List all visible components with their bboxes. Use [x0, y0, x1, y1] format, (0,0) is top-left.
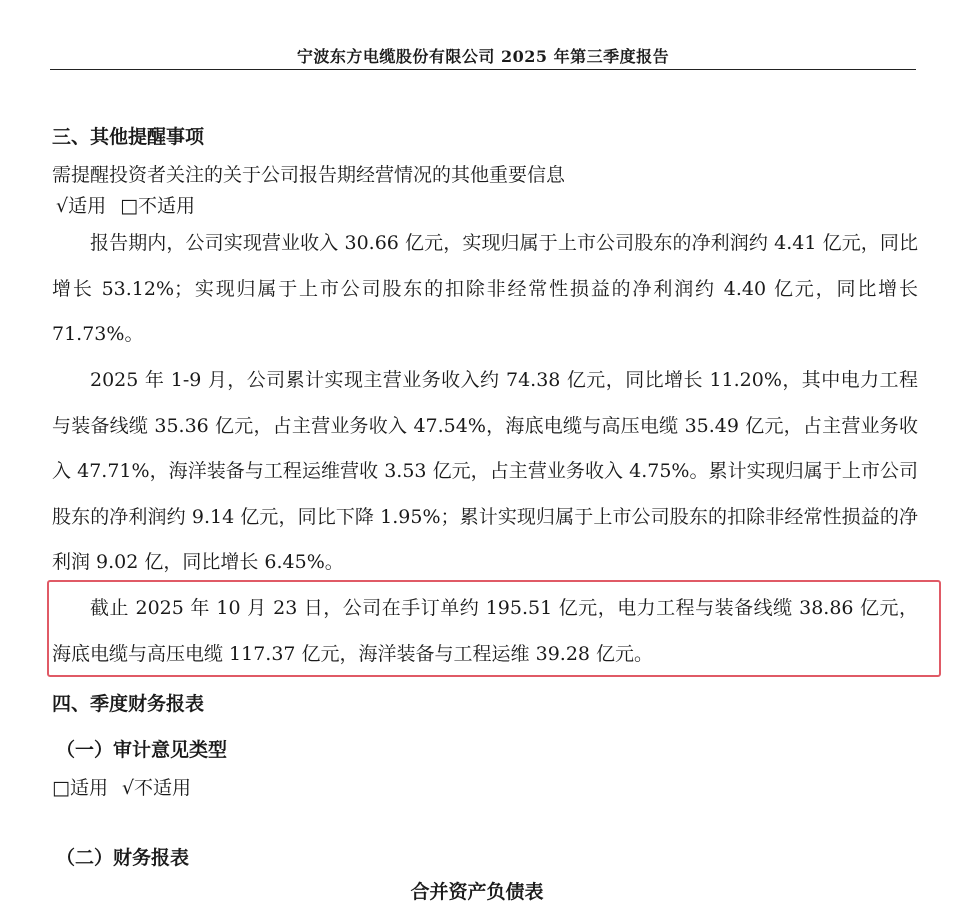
- balance-sheet-title: 合并资产负债表: [410, 881, 544, 903]
- option-applicable: □适用: [52, 777, 108, 799]
- paragraph-jan-sep: 2025 年 1-9 月，公司累计实现主营业务收入约 74.38 亿元，同比增长 11.20%，其中电力工程与装备线缆 35.36 亿元，占主营业务收入 47.54%，海底电缆与高压电缆 35.49 亿元，占主营业务收入 47.71%，海洋装备与工程运维营收 3.53 亿元，占主营业务收入 4.75%。累计实现归属于上市公司股东的净利润约 9.14 亿元，同比下降 1.95%；累计实现归属于上市公司股东的扣除非经常性损益的净利润 9.02 亿，同比增长 6.45%。: [52, 369, 918, 573]
- option-applicable: √适用: [56, 195, 107, 217]
- paragraph-report-period: 报告期内，公司实现营业收入 30.66 亿元，实现归属于上市公司股东的净利润约 4.41 亿元，同比增长 53.12%；实现归属于上市公司股东的扣除非经常性损益的净利润约 4.40 亿元，同比增长 71.73%。: [52, 232, 918, 345]
- section-3-intro: 需提醒投资者关注的关于公司报告期经营情况的其他重要信息: [52, 164, 566, 186]
- option-not-applicable: □不适用: [120, 195, 196, 217]
- report-header-title: 宁波东方电缆股份有限公司 2025 年第三季度报告: [296, 47, 670, 66]
- paragraph-order-backlog: 截止 2025 年 10 月 23 日，公司在手订单约 195.51 亿元，电力工程与装备线缆 38.86 亿元，海底电缆与高压电缆 117.37 亿元，海洋装备与工程运维 39.28 亿元。: [52, 597, 918, 665]
- section-3-heading: 三、其他提醒事项: [52, 126, 205, 148]
- header-divider: [50, 69, 916, 70]
- audit-opinion-applicability: [52, 773, 191, 800]
- financial-statements-heading: （二）财务报表: [56, 847, 190, 869]
- section-3-applicability: [56, 191, 195, 218]
- section-4-heading: 四、季度财务报表: [52, 693, 205, 715]
- audit-opinion-heading: （一）审计意见类型: [56, 739, 228, 761]
- option-not-applicable: √不适用: [121, 777, 192, 799]
